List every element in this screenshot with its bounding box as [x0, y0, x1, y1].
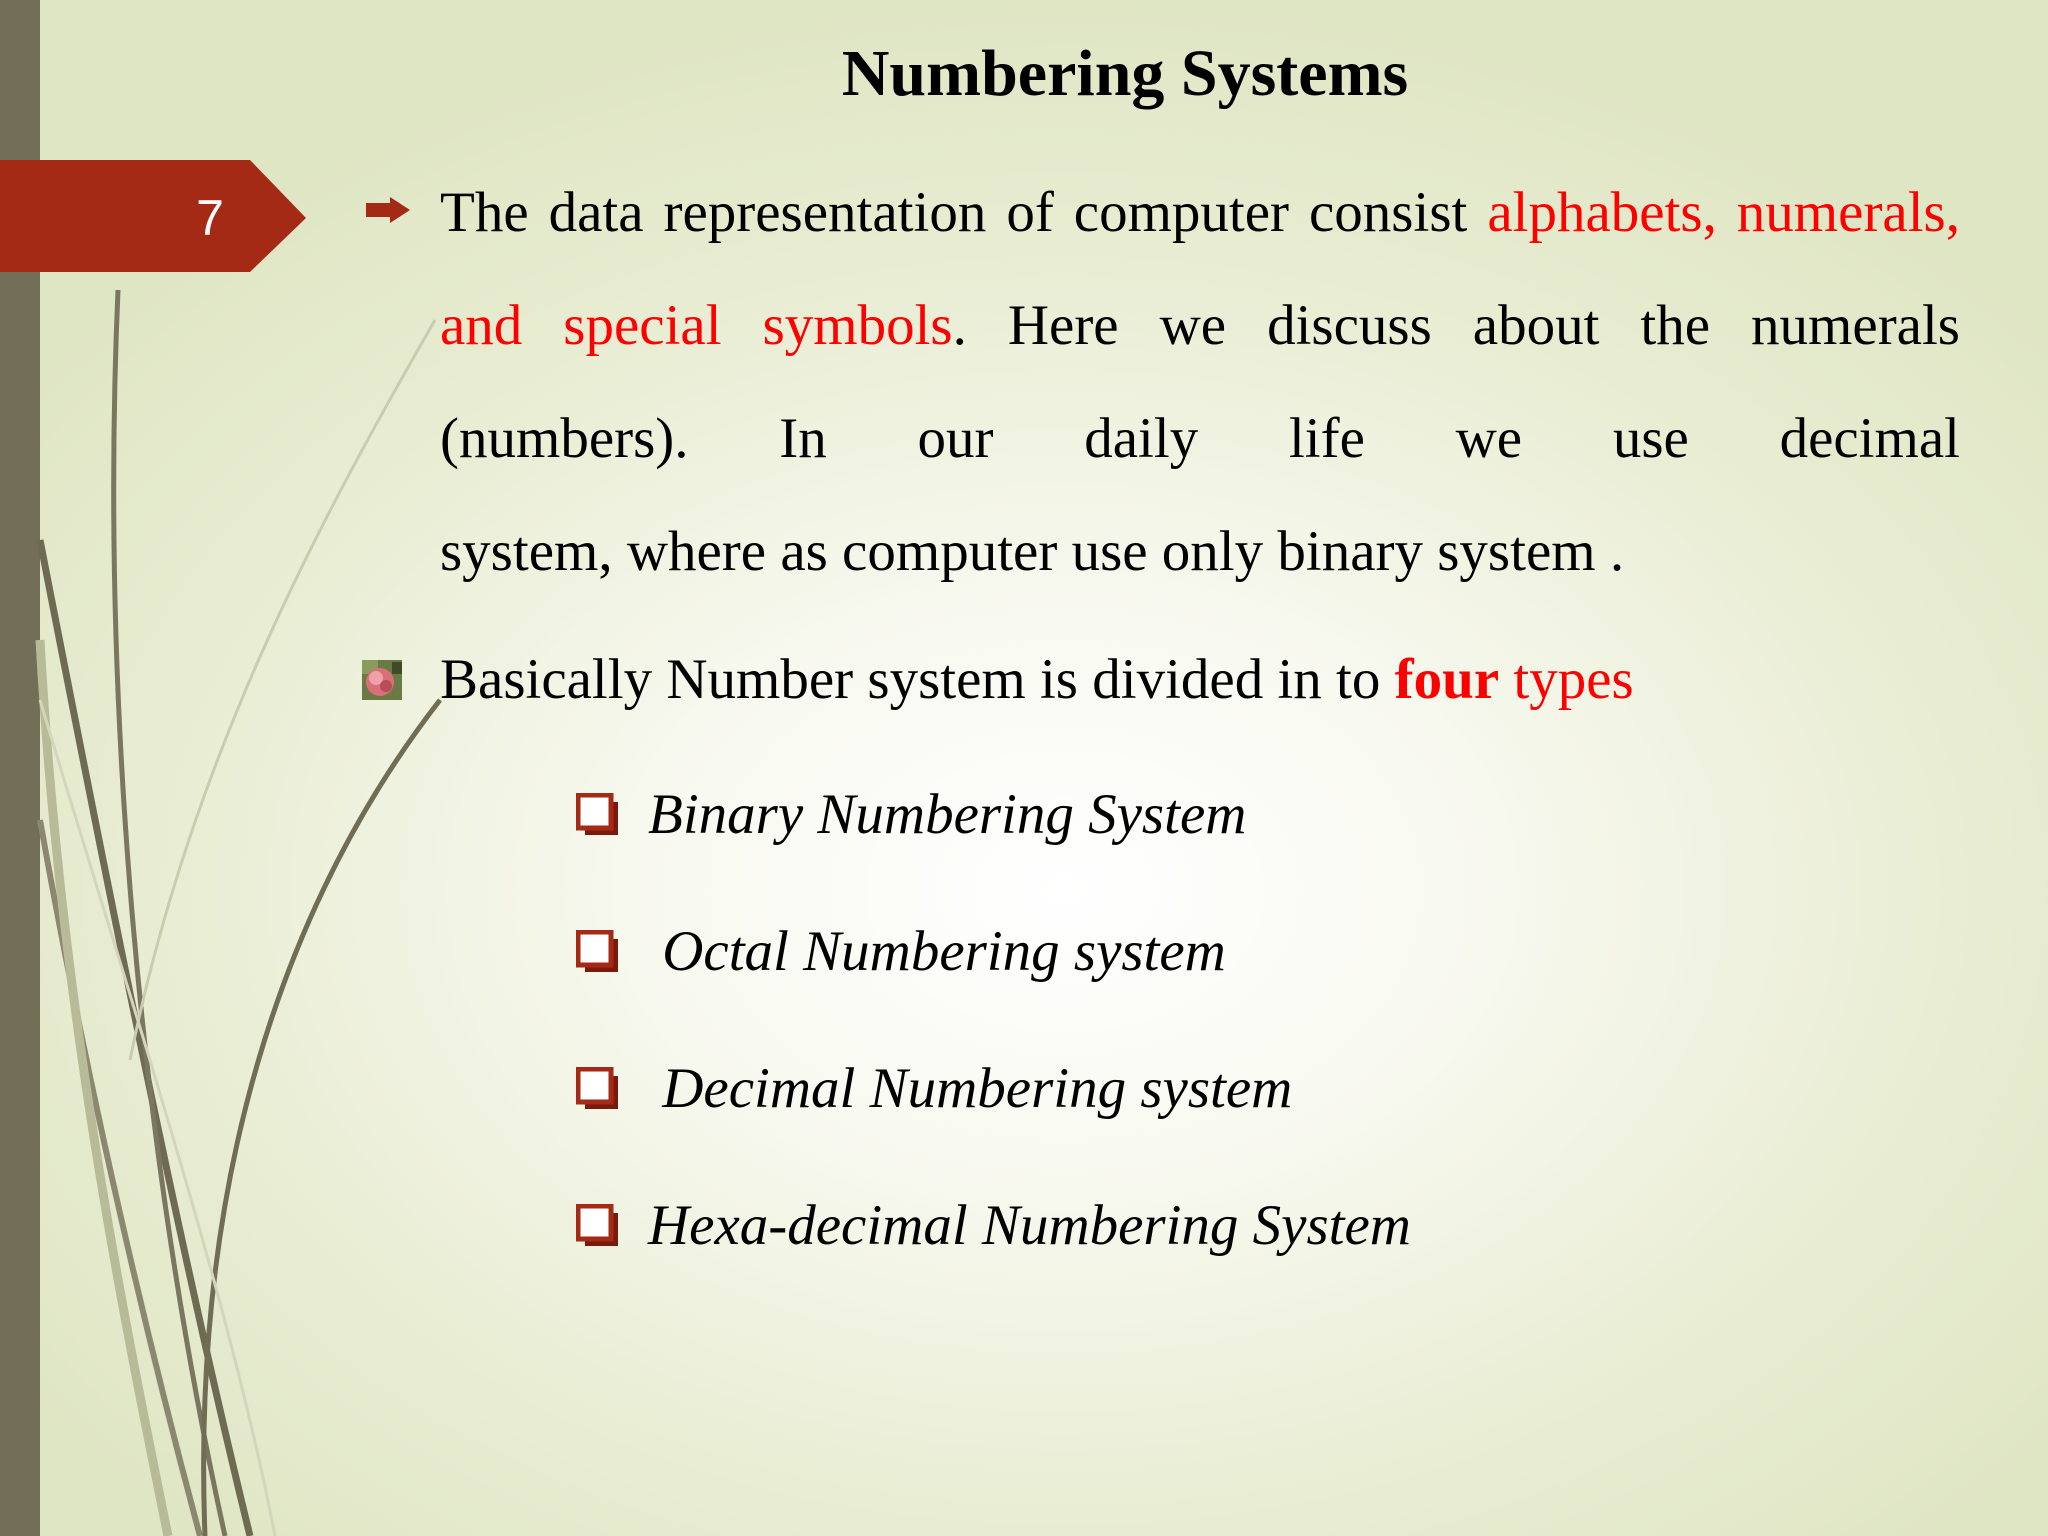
bullet1-text-continued: . Here we discuss about the numerals (numbers). In our daily life we use decimal	[440, 294, 1960, 470]
bullet-paragraph-2	[440, 640, 1634, 720]
checkbox-icon	[576, 793, 620, 837]
bullet1-highlight: alphabets, numerals, and special symbols	[440, 181, 1960, 357]
checkbox-icon	[576, 1204, 620, 1248]
bullet2-highlight: types	[1499, 648, 1634, 711]
arrow-bullet-icon	[364, 196, 412, 224]
bullet-paragraph-1	[440, 156, 1960, 495]
type-label: Hexa-decimal Numbering System	[648, 1194, 1411, 1257]
slide-number-tab	[0, 0, 320, 300]
flower-bullet-icon	[360, 658, 404, 702]
checkbox-icon	[576, 930, 620, 974]
type-label: Binary Numbering System	[648, 783, 1247, 846]
slide-number: 7	[196, 190, 224, 246]
bullet2-bold-highlight: four	[1394, 648, 1500, 711]
checkbox-icon	[576, 1067, 620, 1111]
bullet2-text-start: Basically Number system is divided in to	[440, 648, 1395, 711]
type-label: Octal Numbering system	[648, 920, 1226, 983]
type-label: Decimal Numbering system	[648, 1057, 1293, 1120]
bullet1-last-line: system, where as computer use only binary system .	[440, 520, 1625, 583]
slide-title: Numbering Systems	[841, 37, 1409, 110]
bullet1-text-start: The data representation of computer consist	[440, 181, 1488, 244]
